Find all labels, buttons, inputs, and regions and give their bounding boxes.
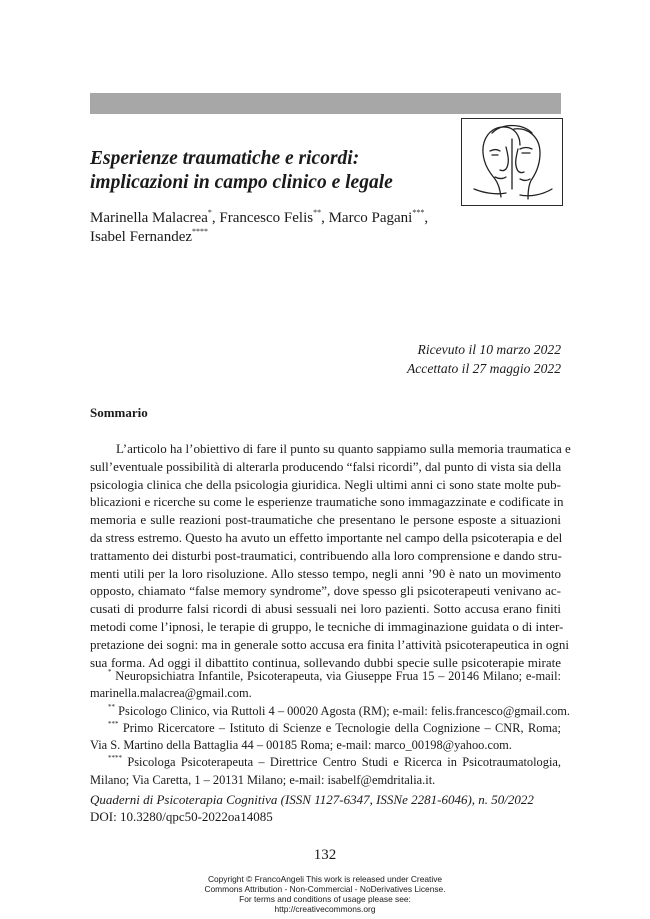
header-bar — [90, 93, 561, 114]
abstract-line: pretazione dei sogni: ma in generale sotto accusa era finita l’attività psicoterapeutica in ogni — [90, 636, 570, 652]
author-affiliation-mark: * — [207, 208, 212, 217]
footnote-text: Neuropsichiatra Infantile, Psicoterapeuta, via Giuseppe Frua 15 – 20146 Milano; e-mail: — [115, 669, 561, 683]
abstract-line: blicazioni e ricerche su come le esperienze traumatiche sono immagazzinate e codificate in — [90, 494, 564, 510]
abstract-line: sull’eventuale possibilità di alterarla producendo “falsi ricordi”, dal punto di vista sia della — [90, 458, 562, 474]
copyright-line: Copyright © FrancoAngeli This work is released under Creative — [207, 874, 443, 884]
footnote-4-line-2: Milano; Via Caretta, 1 – 20131 Milano; e-mail: isabelf@emdritalia.it. — [90, 772, 436, 787]
article-title — [90, 147, 450, 195]
footnote-1-line-1 — [90, 668, 561, 685]
two-faces-sketch-icon — [462, 119, 562, 205]
copyright-line: For terms and conditions of usage please see: — [239, 894, 411, 905]
footnotes — [90, 668, 571, 789]
abstract-line: menti utili per la loro risoluzione. Allo stesso tempo, negli anni ’90 è nato un movimento — [90, 565, 561, 581]
abstract-line: metodi come l’ipnosi, le terapie di gruppo, le tecniche di immaginazione guidata o di inter- — [90, 618, 564, 634]
abstract-line: cusati di produrre falsi ricordi di abusi sessuali nei loro pazienti. Sotto accusa erano finiti — [90, 601, 561, 617]
abstract-line: opposto, chiamato “false memory syndrome”, dove spesso gli psicoterapeuti venivano ac- — [90, 583, 561, 599]
footnote-4-line-1 — [90, 754, 561, 771]
abstract-line: memoria e sulle reazioni post-traumatiche che presentano le persone esposte a situazioni — [90, 512, 561, 528]
authors-line-1: Marinella Malacrea*, Francesco Felis**, Marco Pagani***, — [90, 208, 429, 226]
author-affiliation-mark: ** — [313, 208, 322, 217]
journal-citation — [90, 791, 561, 825]
footnote-text: Psicologo Clinico, via Ruttoli 4 – 00020 Agosta (RM); e-mail: felis.francesco@gmail.com. — [118, 703, 571, 718]
title-line-2: implicazioni in campo clinico e legale — [90, 172, 393, 193]
author-name: Marinella Malacrea — [90, 210, 208, 226]
abstract-line: sua forma. Ad oggi il dibattito continua, sollevando dubbi specie sulle psicoterapie mirate — [90, 654, 561, 670]
footnote-mark: ** — [108, 702, 115, 711]
journal-logo — [461, 118, 563, 206]
accepted-date: Accettato il 27 maggio 2022 — [406, 361, 561, 376]
journal-reference: Quaderni di Psicoterapia Cognitiva (ISSN 1127-6347, ISSNe 2281-6046), n. 50/2022 — [90, 792, 534, 807]
abstract-line: trattamento dei disturbi post-traumatici, contribuendo alla loro comprensione e dando stru- — [90, 547, 562, 563]
footnote-mark: *** — [108, 719, 119, 728]
title-line-1: Esperienze traumatiche e ricordi: — [90, 148, 360, 169]
author-name: Isabel Fernandez — [90, 229, 193, 245]
footnote-2-line-1 — [90, 702, 571, 720]
copyright-notice — [0, 874, 650, 914]
page-number: 132 — [313, 847, 337, 863]
footnote-text: Primo Ricercatore – Istituto di Scienze e Tecnologie della Cognizione – CNR, Roma; — [122, 720, 562, 735]
copyright-link[interactable]: http://creativecommons.org — [274, 904, 376, 915]
footnote-mark: * — [108, 668, 112, 676]
doi: DOI: 10.3280/qpc50-2022oa14085 — [90, 809, 273, 824]
authors-line-2 — [90, 228, 510, 247]
copyright-line: Commons Attribution - Non-Commercial - NoDerivatives License. — [204, 884, 446, 895]
abstract-heading: Sommario — [90, 405, 148, 420]
abstract-line: L’articolo ha l’obiettivo di fare il punto su quanto sappiamo sulla memoria traumatica e — [116, 441, 571, 456]
authors — [90, 209, 510, 247]
footnote-mark: **** — [108, 754, 122, 763]
received-date: Ricevuto il 10 marzo 2022 — [417, 342, 561, 357]
author-name: Marco Pagani — [328, 210, 413, 226]
submission-dates — [407, 340, 561, 378]
abstract-body — [90, 440, 571, 671]
footnote-1-line-2: marinella.malacrea@gmail.com. — [90, 686, 252, 701]
author-name: Francesco Felis — [219, 210, 314, 226]
author-affiliation-mark: **** — [192, 227, 209, 236]
abstract-line: psicologia clinica che della psicologia giuridica. Negli ultimi anni ci sono state molte pub- — [90, 476, 561, 492]
abstract-line: da stress estremo. Questo ha avuto un effetto importante nel campo della psicoterapia e del — [90, 529, 563, 545]
author-affiliation-mark: *** — [412, 208, 425, 217]
footnote-3-line-2: Via S. Martino della Battaglia 44 – 00185 Roma; e-mail: marco_00198@yahoo.com. — [90, 738, 512, 753]
footnote-3-line-1 — [90, 720, 561, 737]
footnote-text: Psicologa Psicoterapeuta – Direttrice Centro Studi e Ricerca in Psicotraumatologia, — [127, 755, 561, 770]
